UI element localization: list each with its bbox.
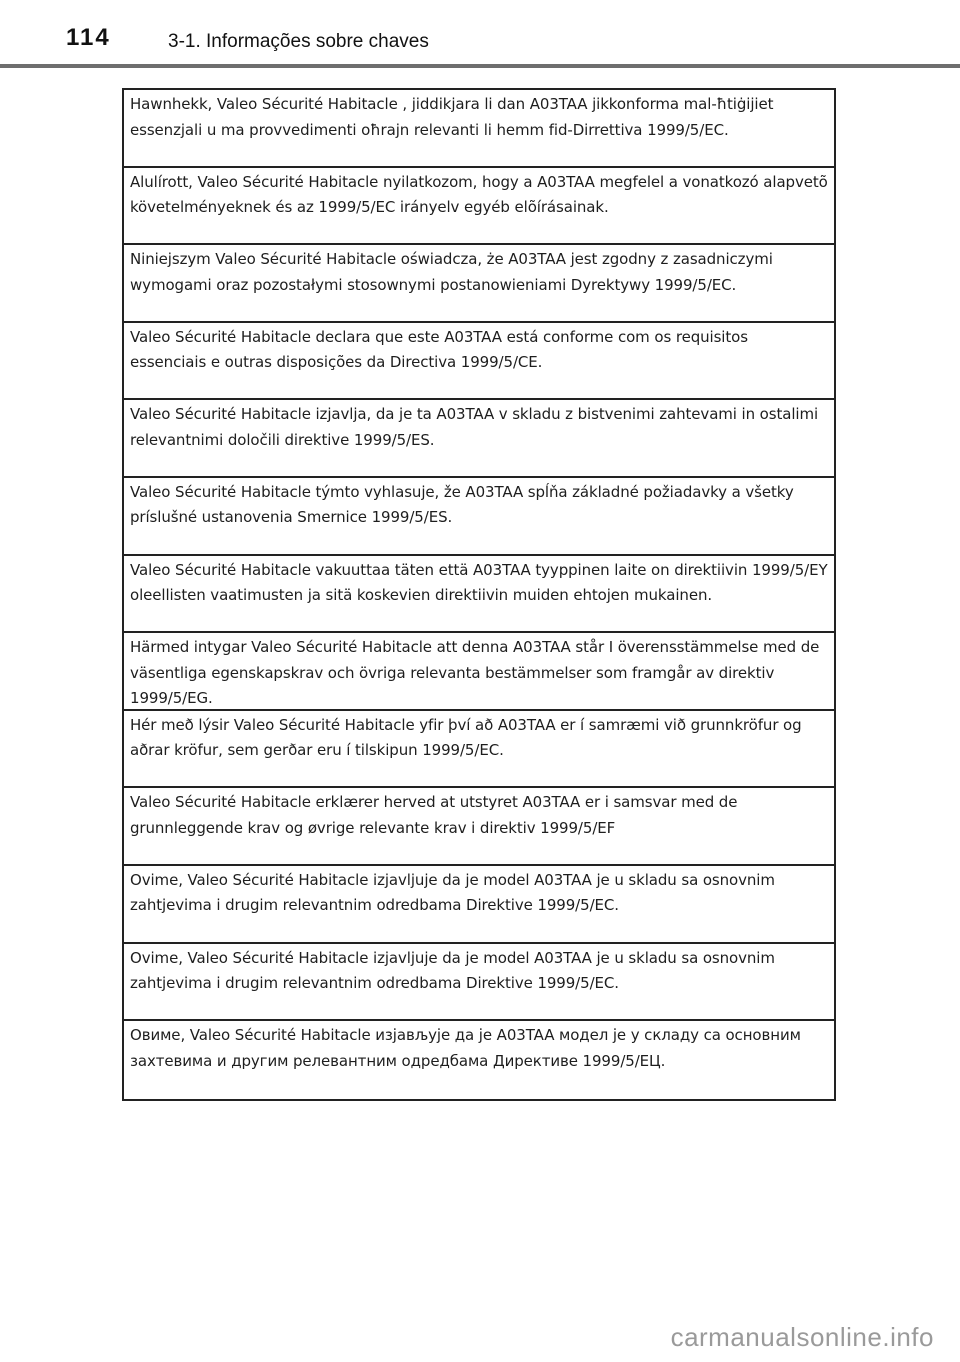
- declaration-text: Valeo Sécurité Habitacle declara que este A03TAA está conforme com os requisitos essenciais e outras disposições da Directiva 1999/5/CE.: [130, 327, 748, 372]
- site-watermark: carmanualsonline.info: [670, 1322, 934, 1352]
- declaration-text: Härmed intygar Valeo Sécurité Habitacle att denna A03TAA står I överensstämmelse med de väsentliga egenskapskrav och övriga relevanta bestämmelser som framgår av direktiv 1999/5/EG.: [130, 638, 820, 708]
- declaration-text: Valeo Sécurité Habitacle erklærer herved at utstyret A03TAA er i samsvar med de grunnleggende krav og øvrige relevante krav i direktiv 1999/5/EF: [130, 793, 738, 837]
- declaration-row-icelandic: [124, 711, 834, 789]
- declaration-row-slovenian: [124, 400, 834, 478]
- declaration-row-maltese: [124, 90, 834, 168]
- header-divider: [0, 64, 960, 68]
- declaration-text: Ovime, Valeo Sécurité Habitacle izjavljuje da je model A03TAA je u skladu sa osnovnim zahtjevima i drugim relevantnim odredbama Direktive 1999/5/EC.: [130, 870, 775, 915]
- declaration-text: Valeo Sécurité Habitacle izjavlja, da je ta A03TAA v skladu z bistvenimi zahtevami in ostalimi relevantnimi določili direktive 1999/5/ES.: [130, 405, 819, 449]
- declaration-row-slovak: [124, 478, 834, 556]
- declaration-row-portuguese: [124, 323, 834, 401]
- declaration-text: Овиме, Valeo Sécurité Habitacle изјављује да је A03TAA модел је у складу са основним захтевима и другим релевантним одредбама Директиве 1999/5/ЕЦ.: [130, 1026, 801, 1070]
- declaration-row-serbian: [124, 1021, 834, 1099]
- declaration-row-finnish: [124, 556, 834, 634]
- section-title: 3-1. Informações sobre chaves: [168, 31, 429, 52]
- declaration-row-polish: [124, 245, 834, 323]
- declaration-row-hungarian: [124, 168, 834, 246]
- page-number: 114: [66, 24, 111, 51]
- declaration-row-swedish: [124, 633, 834, 711]
- declaration-text: Valeo Sécurité Habitacle vakuuttaa täten että A03TAA tyyppinen laite on direktiivin 1999/5/EY oleellisten vaatimusten ja sitä koskevien direktiivin muiden ehtojen mukainen.: [130, 560, 828, 605]
- declaration-table: [122, 88, 836, 1101]
- declaration-row-croatian: [124, 866, 834, 944]
- declaration-text: Alulírott, Valeo Sécurité Habitacle nyilatkozom, hogy a A03TAA megfelel a vonatkozó alapvetõ követelményeknek és az 1999/5/EC irányelv egyéb elõírásainak.: [130, 172, 828, 217]
- page-header: [0, 0, 960, 68]
- declaration-row-norwegian: [124, 788, 834, 866]
- declaration-row-bosnian: [124, 944, 834, 1022]
- declaration-text: Hawnhekk, Valeo Sécurité Habitacle , jiddikjara li dan A03TAA jikkonforma mal-ħtiġijiet essenzjali u ma provvedimenti oħrajn relevanti li hemm fid-Dirrettiva 1999/5/EC.: [130, 95, 774, 139]
- declaration-text: Valeo Sécurité Habitacle týmto vyhlasuje, že A03TAA spĺňa základné požiadavky a všetky príslušné ustanovenia Smernice 1999/5/ES.: [130, 482, 794, 527]
- declaration-text: Ovime, Valeo Sécurité Habitacle izjavljuje da je model A03TAA je u skladu sa osnovnim zahtjevima i drugim relevantnim odredbama Direktive 1999/5/EC.: [130, 948, 775, 993]
- declaration-text: Hér með lýsir Valeo Sécurité Habitacle yfir því að A03TAA er í samræmi við grunnkröfur og aðrar kröfur, sem gerðar eru í tilskipun 1999/5/EC.: [130, 715, 802, 760]
- declaration-text: Niniejszym Valeo Sécurité Habitacle oświadcza, że A03TAA jest zgodny z zasadniczymi wymogami oraz pozostałymi stosownymi postanowieniami Dyrektywy 1999/5/EC.: [130, 250, 773, 294]
